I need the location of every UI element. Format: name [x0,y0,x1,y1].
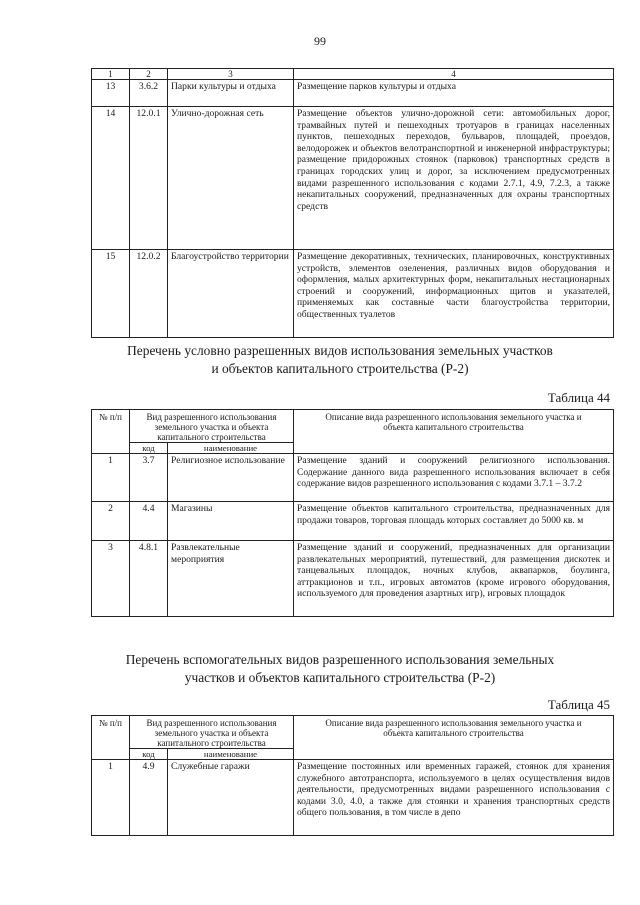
row-number: 3 [92,541,130,617]
row-number: 15 [92,250,130,338]
subheader-code: код [130,749,168,760]
heading-line: участков и объектов капитального строительства (Р-2) [184,670,496,685]
row-description: Размещение зданий и сооружений, предназначенных для организации развлекательных мероприятий, путешествий, для размещения дискотек и танцевальных площадок, ночных клубов, аквапарков, боулинга, аттракционов и т.п., игровых автоматов (кроме игрового оборудования, используемого для проведения азартных игр), игровых площадок [294,541,614,617]
page-number: 99 [314,34,326,48]
row-name: Магазины [168,502,294,541]
table-row [92,250,614,338]
conditional-use-table [91,409,614,617]
section-44-heading [80,342,600,378]
land-use-table-continued [91,68,614,338]
row-description: Размещение объектов улично-дорожной сети: автомобильных дорог, трамвайных путей и пешеходных тротуаров в границах населенных пунктов, пешеходных переходов, бульваров, площадей, проездов, велодорожек и объектов велотранспортной и инженерной инфраструктуры; размещение придорожных стоянок (парковок) транспортных средств в границах городских улиц и дорог, за исключением предусмотренных видами разрешенного использования с кодами 2.7.1, 4.9, 7.2.3, а также некапитальных сооружений, предназначенных для охраны транспортных средств [294,107,614,250]
row-code: 4.8.1 [130,541,168,617]
auxiliary-use-table [91,715,614,836]
heading-line: Перечень условно разрешенных видов использования земельных участков [127,343,553,358]
subheader-code: код [130,443,168,454]
row-code: 12.0.1 [130,107,168,250]
row-name: Религиозное использование [168,454,294,502]
table-header-row [92,716,614,749]
row-code: 12.0.2 [130,250,168,338]
table-row [92,80,614,107]
subheader-name: наименование [168,749,294,760]
column-number: 4 [294,69,614,80]
row-number: 1 [92,454,130,502]
row-name: Парки культуры и отдыха [168,80,294,107]
table-row [92,760,614,836]
header-description: Описание вида разрешенного использования земельного участка и объекта капитального строительства [294,410,614,454]
row-name: Развлекательные мероприятия [168,541,294,617]
row-description: Размещение постоянных или временных гаражей, стоянок для хранения служебного автотранспорта, используемого в целях осуществления видов деятельности, предусмотренных видами разрешенного использования с кодами 3.0, 4.0, а также для стоянки и хранения транспортных средств общего пользования, в том числе в депо [294,760,614,836]
column-number-row [92,69,614,80]
row-code: 3.6.2 [130,80,168,107]
subheader-name: наименование [168,443,294,454]
row-number: 14 [92,107,130,250]
section-45-heading [80,651,600,687]
row-number: 13 [92,80,130,107]
row-number: 2 [92,502,130,541]
table-45-label: Таблица 45 [547,697,610,712]
row-name: Служебные гаражи [168,760,294,836]
row-name: Благоустройство территории [168,250,294,338]
header-kind: Вид разрешенного использования земельного участка и объекта капитального строительства [130,410,294,443]
row-description: Размещение объектов капитального строительства, предназначенных для продажи товаров, торговая площадь которых составляет до 5000 кв. м [294,502,614,541]
table-44-label: Таблица 44 [547,390,610,405]
row-number: 1 [92,760,130,836]
header-number: № п/п [92,410,130,454]
row-description: Размещение зданий и сооружений религиозного использования. Содержание данного вида разрешенного использования включает в себя содержание видов разрешенного использования с кодами 3.7.1 – 3.7.2 [294,454,614,502]
header-number: № п/п [92,716,130,760]
column-number: 1 [92,69,130,80]
column-number: 2 [130,69,168,80]
table-row [92,502,614,541]
row-description: Размещение декоративных, технических, планировочных, конструктивных устройств, элементов озеленения, различных видов оборудования и оформления, малых архитектурных форм, некапитальных нестационарных строений и сооружений, информационных щитов и указателей, применяемых как составные части благоустройства территории, общественных туалетов [294,250,614,338]
header-description: Описание вида разрешенного использования земельного участка и объекта капитального строительства [294,716,614,760]
table-row [92,107,614,250]
row-code: 4.4 [130,502,168,541]
column-number: 3 [168,69,294,80]
row-code: 4.9 [130,760,168,836]
table-header-row [92,410,614,443]
heading-line: и объектов капитального строительства (Р-2) [211,361,469,376]
row-code: 3.7 [130,454,168,502]
heading-line: Перечень вспомогательных видов разрешенного использования земельных [125,652,555,667]
table-row [92,541,614,617]
row-description: Размещение парков культуры и отдыха [294,80,614,107]
row-name: Улично-дорожная сеть [168,107,294,250]
header-kind: Вид разрешенного использования земельного участка и объекта капитального строительства [130,716,294,749]
table-row [92,454,614,502]
